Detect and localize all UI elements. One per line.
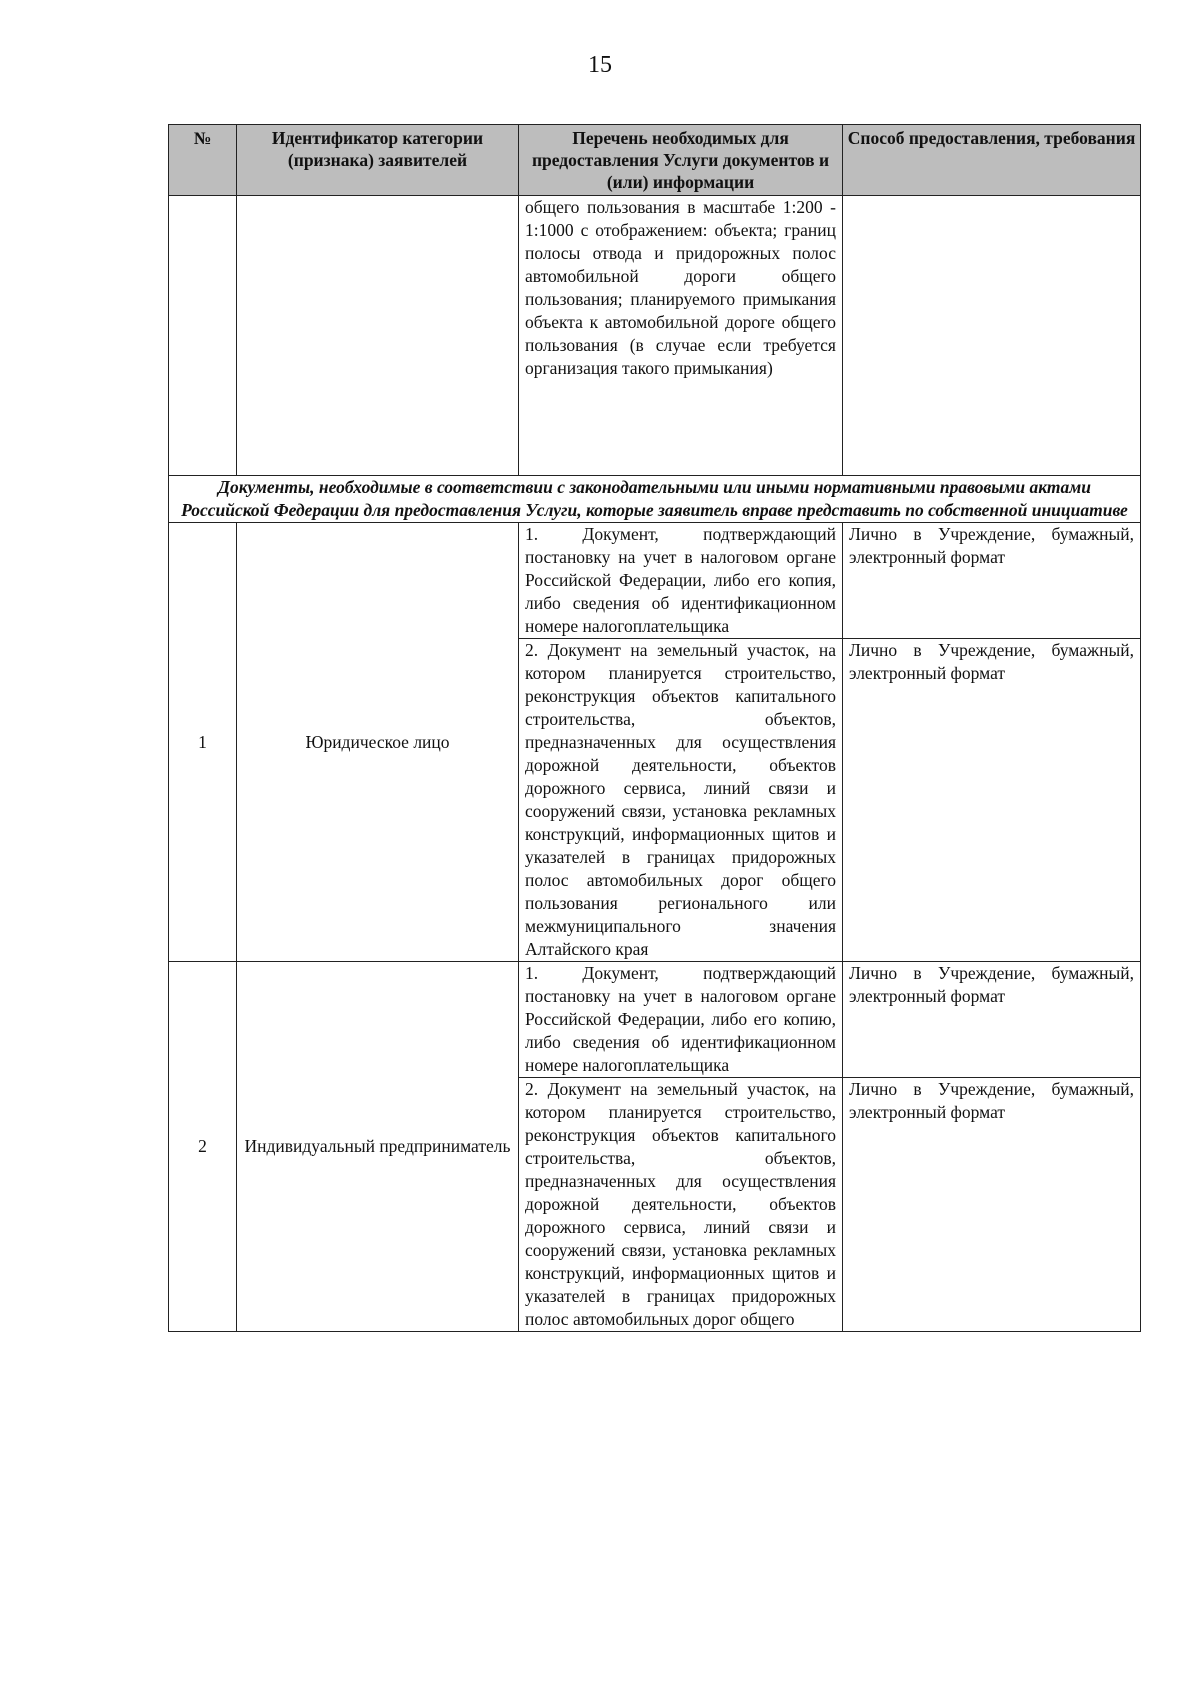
continuation-doc-cell (519, 196, 843, 476)
continuation-row (169, 196, 1141, 476)
method-cell: Лично в Учреждение, бумажный, электронный формат (843, 962, 1141, 1078)
applicant-category: Юридическое лицо (237, 523, 519, 962)
header-num: № (169, 125, 237, 196)
document-cell: 1. Документ, подтверждающий постановку на учет в налоговом органе Российской Федерации, либо его копия, либо сведения об идентификационном номере налогоплательщика (519, 523, 843, 639)
header-documents: Перечень необходимых для предоставления Услуги документов и (или) информации (519, 125, 843, 196)
applicant-category: Индивидуальный предприниматель (237, 962, 519, 1332)
continuation-method-cell (843, 196, 1141, 476)
continuation-category-cell (237, 196, 519, 476)
method-cell: Лично в Учреждение, бумажный, электронный формат (843, 1078, 1141, 1332)
page-number: 15 (588, 52, 612, 78)
documents-table (168, 124, 1141, 1332)
method-cell: Лично в Учреждение, бумажный, электронный формат (843, 523, 1141, 639)
header-category: Идентификатор категории (признака) заявителей (237, 125, 519, 196)
document-cell: 2. Документ на земельный участок, на котором планируется строительство, реконструкция объектов капитального строительства, объектов, предназначенных для осуществления дорожной деятельности, объектов дорожного сервиса, линий связи и сооружений связи, установка рекламных конструкций, информационных щитов и указателей в границах придорожных полос автомобильных дорог общего (519, 1078, 843, 1332)
continuation-num-cell (169, 196, 237, 476)
table-row (169, 962, 1141, 1078)
header-method: Способ предоставления, требования (843, 125, 1141, 196)
table-header-row (169, 125, 1141, 196)
document-cell: 2. Документ на земельный участок, на котором планируется строительство, реконструкция объектов капитального строительства, объектов, предназначенных для осуществления дорожной деятельности, объектов дорожного сервиса, линий связи и сооружений связи, установка рекламных конструкций, информационных щитов и указателей в границах придорожных полос автомобильных дорог общего пользования регионального или межмуниципального значения Алтайского края (519, 639, 843, 962)
section-title-row (169, 476, 1141, 523)
section-title: Документы, необходимые в соответствии с законодательными или иными нормативными правовыми актами Российской Федерации для предоставления Услуги, которые заявитель вправе представить по собственной инициативе (169, 476, 1141, 523)
continuation-doc-text: общего пользования в масштабе 1:200 - 1:1000 с отображением: объекта; границ полосы отвода и придорожных полос автомобильной дороги общего пользования; планируемого примыкания объекта к автомобильной дороге общего пользования (в случае если требуется организация такого примыкания) (525, 197, 836, 378)
method-cell: Лично в Учреждение, бумажный, электронный формат (843, 639, 1141, 962)
row-number: 1 (169, 523, 237, 962)
row-number: 2 (169, 962, 237, 1332)
table-row (169, 523, 1141, 639)
document-cell: 1. Документ, подтверждающий постановку на учет в налоговом органе Российской Федерации, либо его копию, либо сведения об идентификационном номере налогоплательщика (519, 962, 843, 1078)
